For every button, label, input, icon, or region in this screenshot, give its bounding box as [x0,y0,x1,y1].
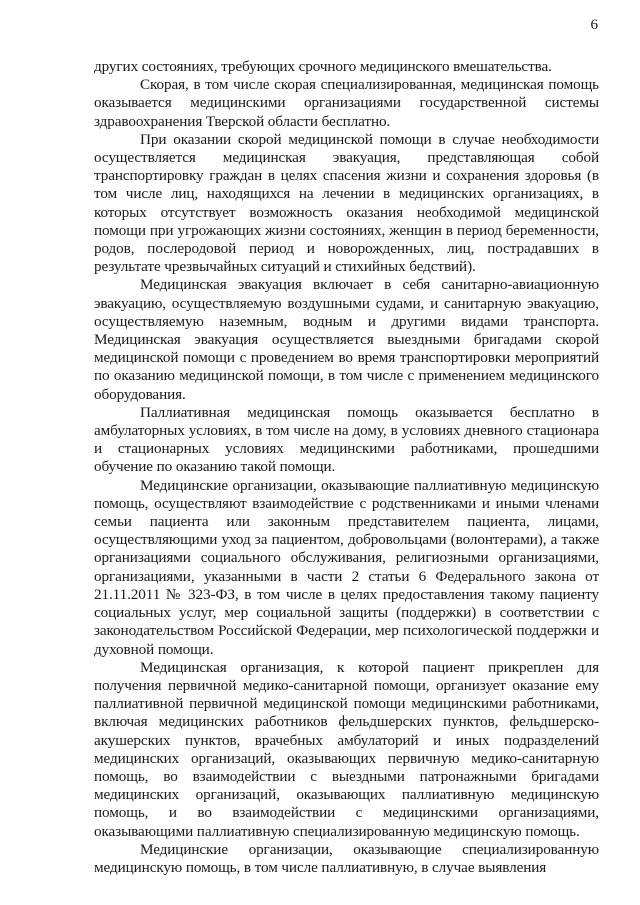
paragraph-continuation: других состояниях, требующих срочного медицинского вмешательства. [94,58,552,75]
paragraph-medical-evacuation: При оказании скорой медицинской помощи в случае необходимости осуществляется медицинская эвакуация, представляющая собой транспортировку граждан в целях спасения жизни и сохранения здоровья (в том числе лиц, находящихся на лечении в медицинских организациях, в которых отсутствует возможность оказания необходимой медицинской помощи при угрожающих жизни состояниях, женщин в период беременности, родов, послеродовой период и новорожденных, лиц, пострадавших в результате чрезвычайных ситуаций и стихийных бедствий). [94,130,599,276]
document-body [94,58,599,877]
paragraph-primary-care-organization: Медицинская организация, к которой пациент прикреплен для получения первичной медико-санитарной помощи, организует оказание ему паллиативной первичной медицинской помощи медицинскими работниками, включая медицинских работников фельдшерских пунктов, фельдшерско-акушерских пунктов, врачебных амбулаторий и иных подразделений медицинских организаций, оказывающих первичную медико-санитарную помощь, во взаимодействии с выездными патронажными бригадами медицинских организаций, оказывающих паллиативную медицинскую помощь, и во взаимодействии с медицинскими организациями, оказывающими паллиативную специализированную медицинскую помощь. [94,658,599,840]
paragraph-emergency-care: Скорая, в том числе скорая специализированная, медицинская помощь оказывается медицинскими организациями государственной системы здравоохранения Тверской области бесплатно. [94,76,599,130]
paragraph-palliative-cooperation: Медицинские организации, оказывающие паллиативную медицинскую помощь, осуществляют взаимодействие с родственниками и иными членами семьи пациента или законным представителем пациента, лицами, осуществляющими уход за пациентом, добровольцами (волонтерами), а также организациями социального обслуживания, религиозными организациями, организациями, указанными в части 2 статьи 6 Федерального закона от 21.11.2011 № 323-ФЗ, в том числе в целях предоставления такому пациенту социальных услуг, мер социальной защиты (поддержки) в соответствии с законодательством Российской Федерации, мер психологической поддержки и духовной помощи. [94,476,599,658]
paragraph-specialized-care: Медицинские организации, оказывающие специализированную медицинскую помощь, в том числе паллиативную, в случае выявления [94,840,599,876]
page-number: 6 [590,17,598,33]
paragraph-palliative-care: Паллиативная медицинская помощь оказывается бесплатно в амбулаторных условиях, в том числе на дому, в условиях дневного стационара и стационарных условиях медицинскими работниками, прошедшими обучение по оказанию такой помощи. [94,403,599,476]
paragraph-evacuation-types: Медицинская эвакуация включает в себя санитарно-авиационную эвакуацию, осуществляемую воздушными судами, и санитарную эвакуацию, осуществляемую наземным, водным и другими видами транспорта. Медицинская эвакуация осуществляется выездными бригадами скорой медицинской помощи с проведением во время транспортировки мероприятий по оказанию медицинской помощи, в том числе с применением медицинского оборудования. [94,276,599,403]
